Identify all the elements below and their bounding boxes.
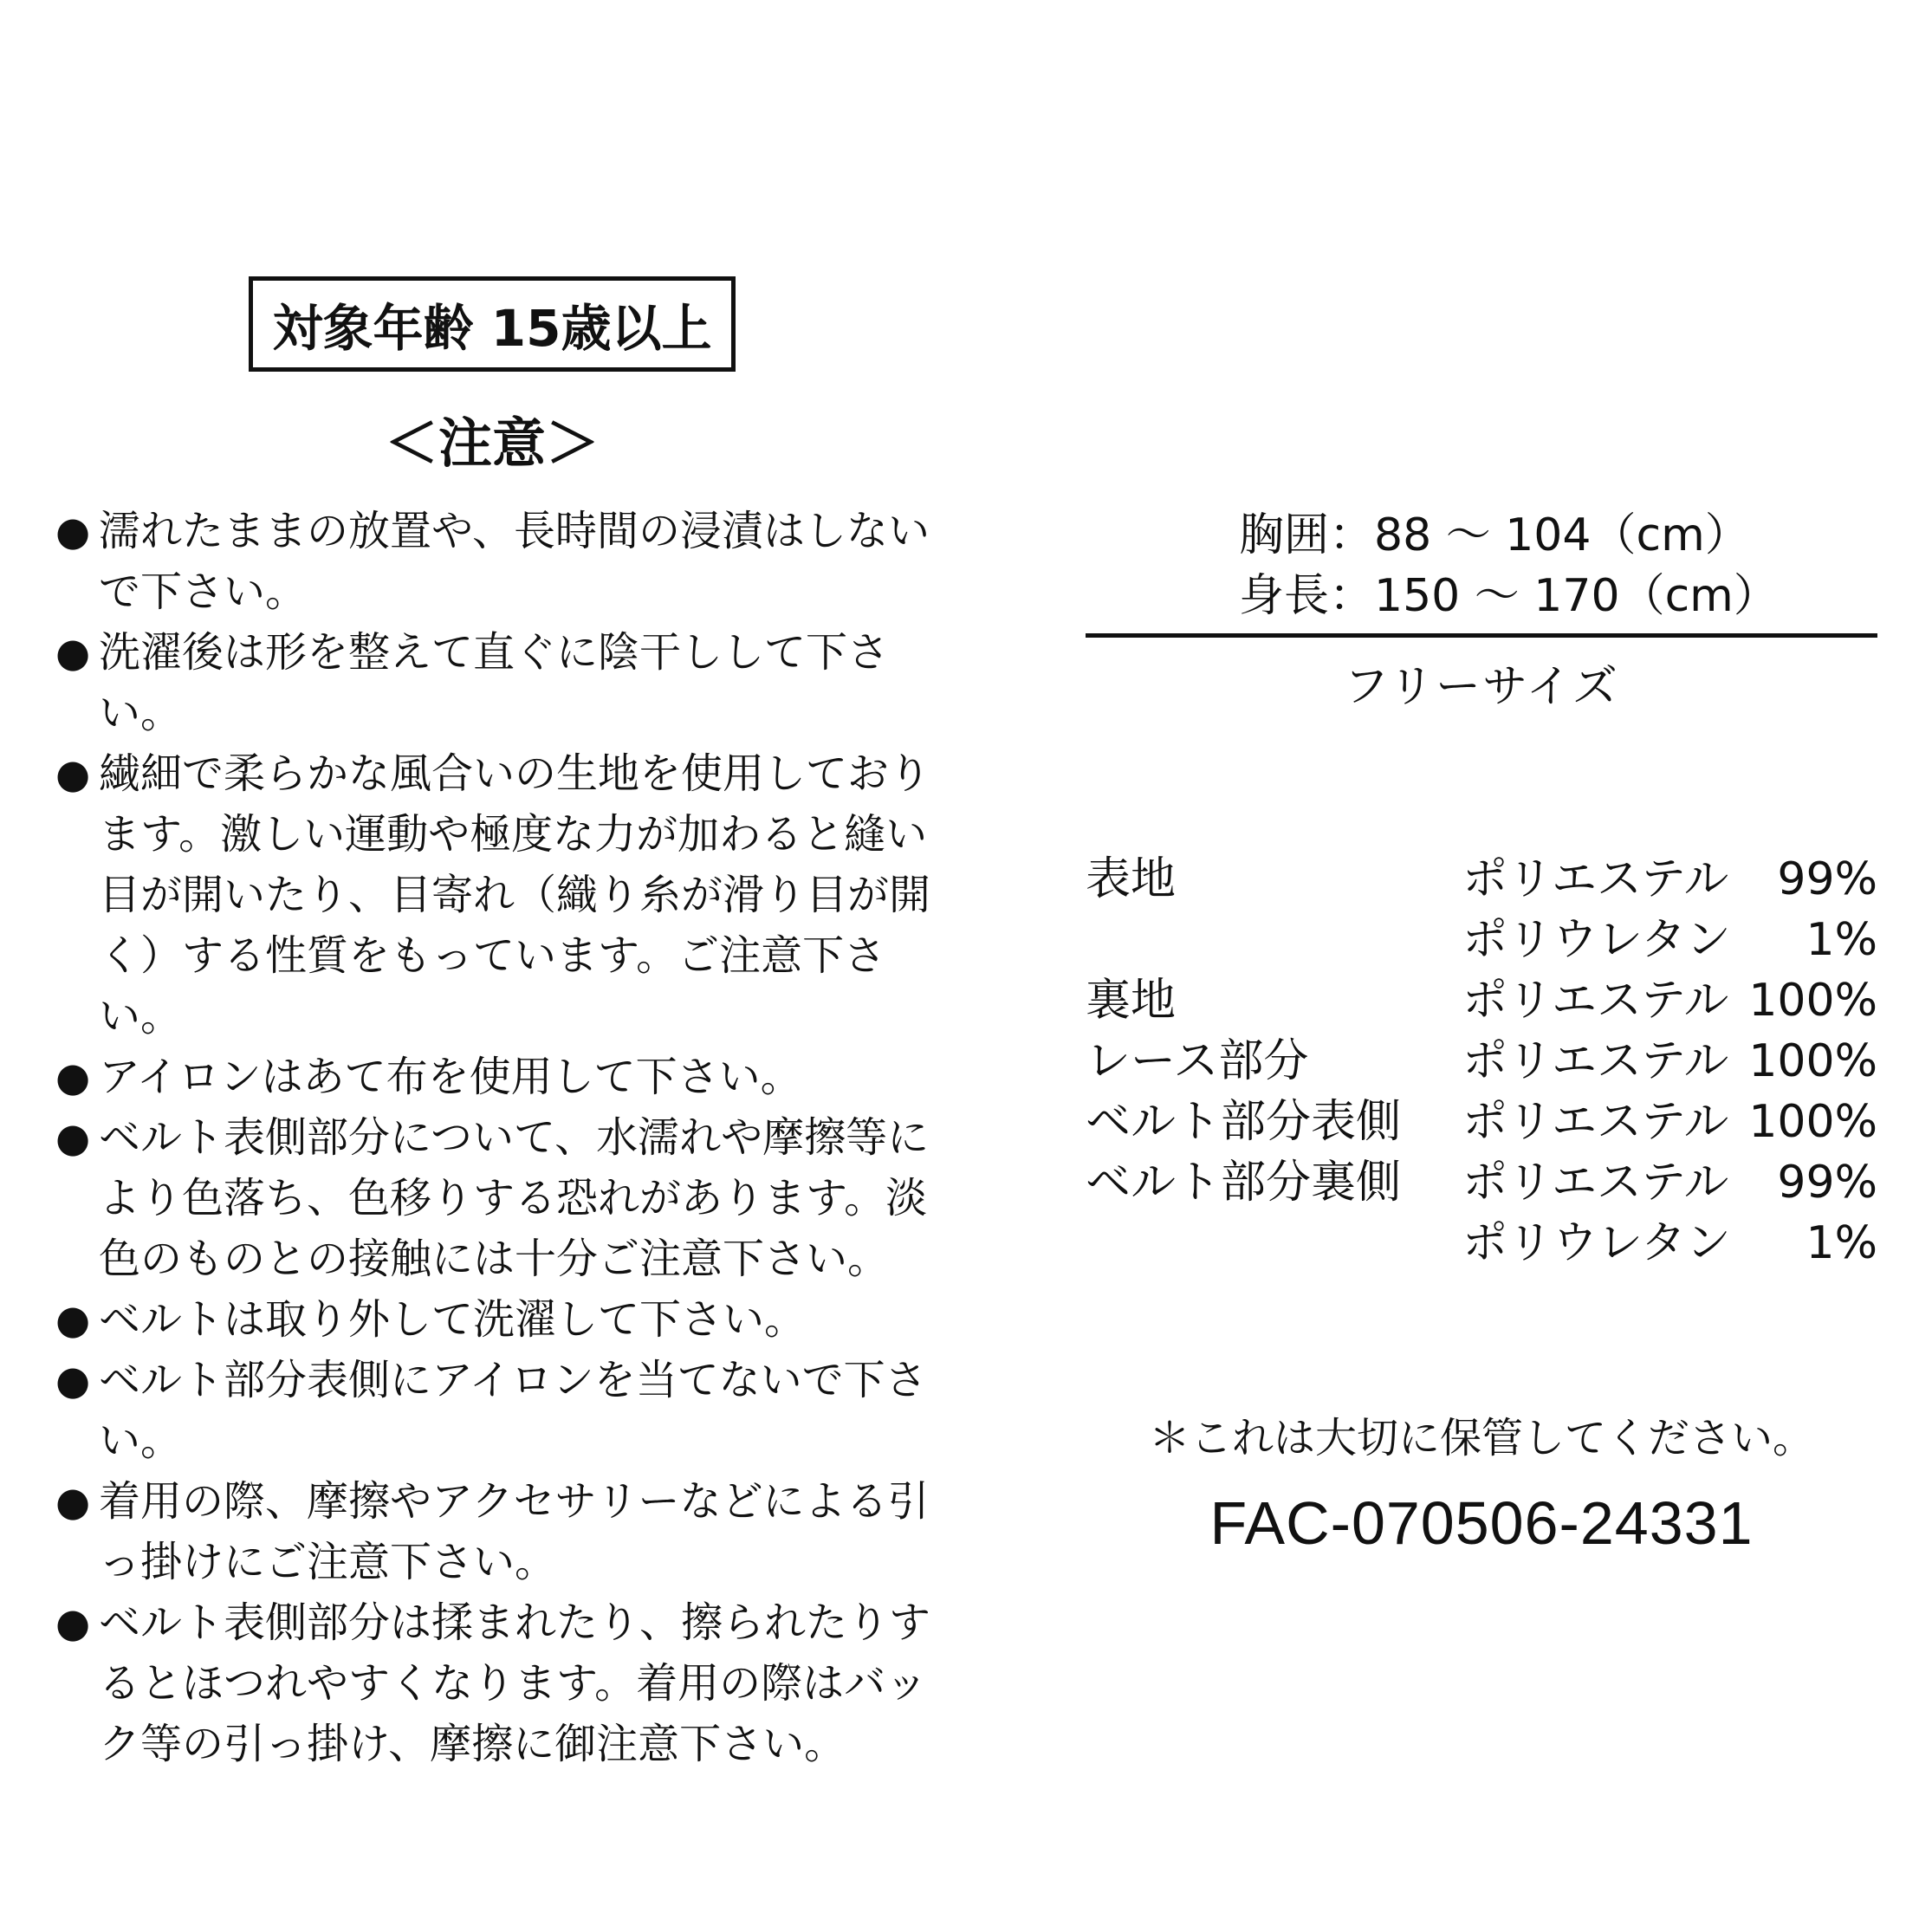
bullet-icon: ● <box>55 1054 91 1100</box>
material-percent: 1% <box>1806 914 1877 966</box>
caution-item <box>55 1592 930 1774</box>
material-row <box>1086 910 1877 970</box>
age-rating-box <box>249 276 736 372</box>
size-label: フリーサイズ <box>1344 661 1619 713</box>
material-row <box>1086 1213 1877 1274</box>
bullet-icon: ● <box>55 1114 91 1161</box>
size-block <box>1086 505 1877 717</box>
material-row <box>1086 1152 1877 1213</box>
material-percent: 100% <box>1748 1096 1877 1148</box>
caution-item <box>55 501 930 622</box>
bullet-icon: ● <box>55 1296 91 1343</box>
material-row <box>1086 970 1877 1031</box>
material-percent: 99% <box>1777 1157 1877 1209</box>
size-divider <box>1086 633 1877 638</box>
chest-measurement-row <box>1086 505 1877 566</box>
caution-text: 着用の際、摩擦やアクセサリーなどによる引っ掛けにご注意下さい。 <box>99 1477 930 1586</box>
material-part: ベルト部分裏側 <box>1086 1157 1402 1209</box>
material-percent: 100% <box>1748 975 1877 1027</box>
material-row <box>1086 849 1877 910</box>
caution-heading: ＜注意＞ <box>384 412 600 475</box>
material-fabric: ポリエステル <box>1462 1035 1729 1087</box>
material-table <box>1086 849 1877 1274</box>
caution-item <box>55 743 930 1047</box>
caution-item <box>55 1471 930 1592</box>
material-part <box>1086 910 1462 970</box>
bullet-icon: ● <box>55 1357 91 1404</box>
age-rating-text: 対象年齢 15歳以上 <box>272 299 712 358</box>
caution-item <box>55 1047 930 1107</box>
material-part: レース部分 <box>1086 1035 1309 1087</box>
material-row <box>1086 1031 1877 1092</box>
material-part: 表地 <box>1086 853 1177 905</box>
height-measurement-row <box>1086 566 1877 626</box>
bullet-icon: ● <box>55 629 91 676</box>
material-fabric: ポリエステル <box>1462 975 1729 1027</box>
caution-item <box>55 1107 930 1289</box>
caution-text: ベルト表側部分について、水濡れや摩擦等により色落ち、色移りする恐れがあります。淡色のものとの接触には十分ご注意下さい。 <box>99 1113 930 1283</box>
bullet-icon: ● <box>55 750 91 797</box>
material-fabric: ポリウレタン <box>1462 914 1731 966</box>
product-code: FAC-070506-24331 <box>1209 1489 1754 1557</box>
material-fabric: ポリウレタン <box>1462 1217 1731 1269</box>
caution-text: 濡れたままの放置や、長時間の浸漬はしないで下さい。 <box>99 507 930 616</box>
material-row <box>1086 1092 1877 1152</box>
height-measurement: 身長：150 ～ 170（cm） <box>1239 570 1779 622</box>
material-part <box>1086 1213 1462 1274</box>
caution-text: 繊細で柔らかな風合いの生地を使用しております。激しい運動や極度な力が加わると縫い目が開いたり、目寄れ（織り糸が滑り目が開く）する性質をもっています。ご注意下さい。 <box>99 749 931 1041</box>
material-percent: 99% <box>1777 853 1877 905</box>
bullet-icon: ● <box>55 1478 91 1525</box>
material-percent: 1% <box>1806 1217 1877 1269</box>
caution-item <box>55 1289 930 1350</box>
material-part: 裏地 <box>1086 975 1177 1027</box>
caution-text: 洗濯後は形を整えて直ぐに陰干しして下さい。 <box>99 628 890 737</box>
material-fabric: ポリエステル <box>1462 853 1729 905</box>
bullet-icon: ● <box>55 508 91 554</box>
caution-text: アイロンはあて布を使用して下さい。 <box>99 1053 802 1101</box>
bullet-icon: ● <box>55 1599 91 1646</box>
caution-text: ベルト表側部分は揉まれたり、擦られたりするとほつれやすくなります。着用の際はバック等の引っ掛け、摩擦に御注意下さい。 <box>99 1598 931 1768</box>
chest-measurement: 胸囲：88 ～ 104（cm） <box>1239 509 1750 561</box>
caution-text: ベルトは取り外して洗濯して下さい。 <box>99 1295 807 1344</box>
material-part: ベルト部分表側 <box>1086 1096 1402 1148</box>
material-fabric: ポリエステル <box>1462 1157 1729 1209</box>
caution-text: ベルト部分表側にアイロンを当てないで下さい。 <box>99 1356 927 1465</box>
caution-item <box>55 1350 930 1471</box>
material-fabric: ポリエステル <box>1462 1096 1729 1148</box>
material-percent: 100% <box>1748 1035 1877 1087</box>
caution-item <box>55 622 930 743</box>
caution-list <box>55 501 930 1774</box>
keep-note: ＊これは大切に保管してください。 <box>1148 1414 1814 1462</box>
